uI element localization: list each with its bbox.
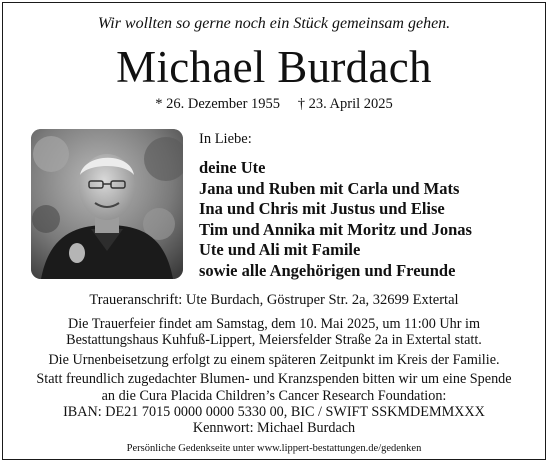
portrait-photo xyxy=(31,129,183,279)
ceremony-line: Die Trauerfeier findet am Samstag, dem 10. Mai 2025, um 11:00 Uhr im xyxy=(67,316,481,332)
donation-iban: IBAN: DE21 7015 0000 0000 5330 00, BIC / SWIFT SSKMDEMMXXX xyxy=(63,404,485,421)
ceremony-info xyxy=(3,316,545,437)
mourner-line: Ina und Chris mit Justus und Elise xyxy=(199,199,445,219)
donation-line: Statt freundlich zugedachter Blumen- und Kranzspenden bitten wir um eine Spende xyxy=(36,371,512,388)
mourner-line: Jana und Ruben mit Carla und Mats xyxy=(199,178,460,198)
deceased-name: Michael Burdach xyxy=(116,42,432,92)
mourners-intro: In Liebe: xyxy=(199,131,252,147)
death-date: † 23. April 2025 xyxy=(297,96,393,112)
mourning-address: Traueranschrift: Ute Burdach, Göstruper Str. 2a, 32699 Extertal xyxy=(89,292,459,308)
urn-burial-note: Die Urnenbeisetzung erfolgt zu einem späteren Zeitpunkt im Kreis der Familie. xyxy=(48,351,500,368)
mourner-line: sowie alle Angehörigen und Freunde xyxy=(199,260,456,280)
donation-keyword: Kennwort: Michael Burdach xyxy=(192,420,356,437)
mourner-line: Ute und Ali mit Famile xyxy=(199,240,361,260)
obituary-notice xyxy=(2,2,546,460)
donation-line: an die Cura Placida Children’s Cancer Research Foundation: xyxy=(101,387,447,404)
mourner-line: deine Ute xyxy=(199,158,266,177)
birth-date: * 26. Dezember 1955 xyxy=(155,96,281,112)
memorial-page-link: Persönliche Gedenkseite unter www.lippert-bestattungen.de/gedenken xyxy=(126,443,422,454)
ceremony-line: Bestattungshaus Kuhfuß-Lippert, Meiersfelder Straße 2a in Extertal statt. xyxy=(66,332,482,349)
mourners-list xyxy=(199,158,472,282)
life-dates xyxy=(3,96,545,113)
motto: Wir wollten so gerne noch ein Stück gemeinsam gehen. xyxy=(97,15,451,32)
mourner-line: Tim und Annika mit Moritz und Jonas xyxy=(199,219,472,239)
